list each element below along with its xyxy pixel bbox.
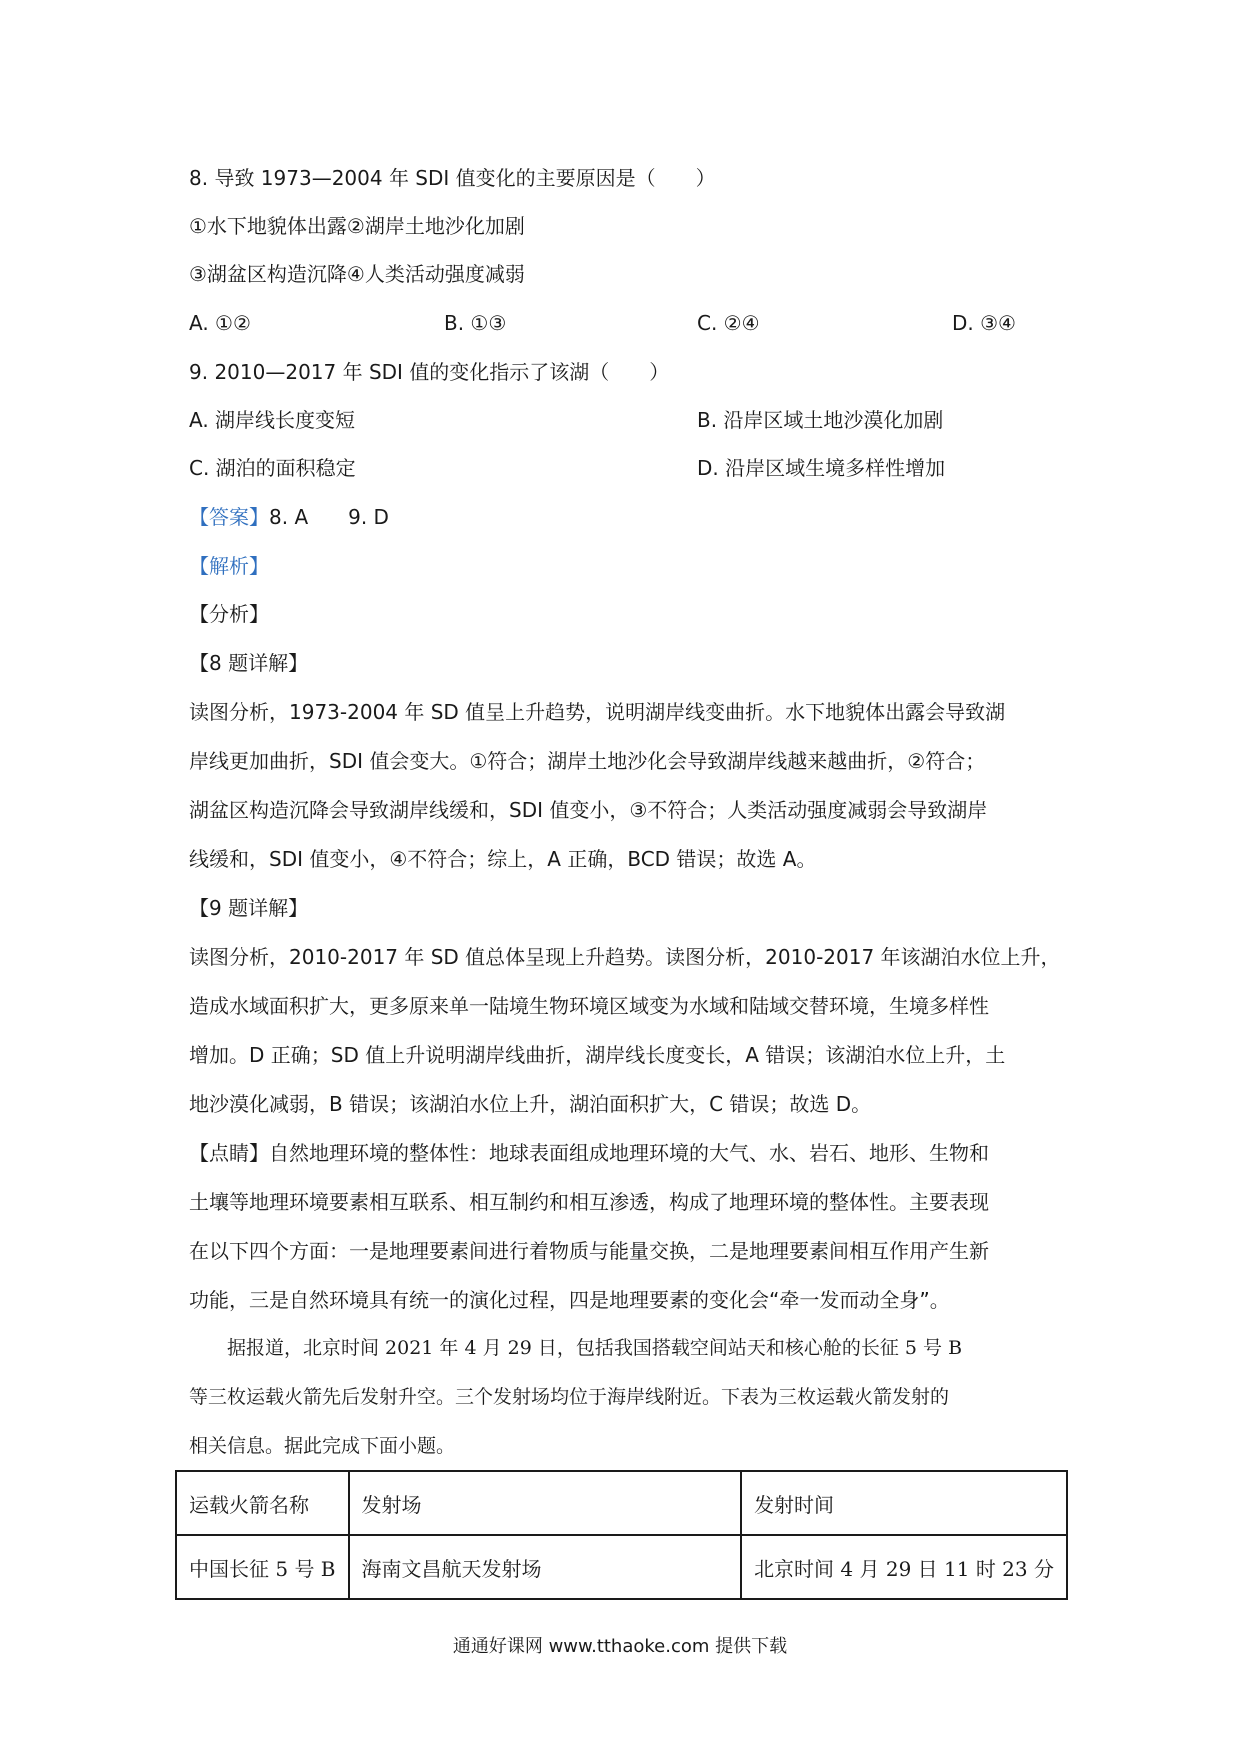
question-9-option-a: A. 湖岸线长度变短 (189, 408, 356, 432)
page-footer: 通通好课网 www.tthaoke.com 提供下载 (452, 1636, 788, 1657)
table-header-cell: 运载火箭名称 (176, 1471, 349, 1535)
dianjing-line-1: 【点睛】自然地理环境的整体性：地球表面组成地理环境的大气、水、岩石、地形、生物和 (189, 1141, 989, 1165)
detail-8-line-1: 读图分析，1973-2004 年 SD 值呈上升趋势，说明湖岸线变曲折。水下地貌体出露会导致湖 (189, 700, 1006, 724)
detail-8-line-4: 线缓和，SDI 值变小，④不符合；综上，A 正确，BCD 错误；故选 A。 (189, 847, 817, 871)
detail-8-line-3: 湖盆区构造沉降会导致湖岸线缓和，SDI 值变小，③不符合；人类活动强度减弱会导致湖岸 (189, 798, 988, 822)
material-line-1: 据报道，北京时间 2021 年 4 月 29 日，包括我国搭载空间站天和核心舱的长征 5 号 B (189, 1337, 963, 1359)
question-9-option-d: D. 沿岸区域生境多样性增加 (697, 456, 946, 480)
question-8-option-b: B. ①③ (444, 311, 507, 335)
detail-8-paragraph (189, 700, 1059, 896)
question-8-option-c: C. ②④ (697, 311, 760, 335)
dianjing-paragraph (189, 1141, 1059, 1337)
table-header-cell: 发射场 (349, 1471, 742, 1535)
detail-9-line-2: 造成水域面积扩大，更多原来单一陆境生物环境区域变为水域和陆域交替环境，生境多样性 (189, 994, 989, 1018)
question-8-option-a: A. ①② (189, 311, 251, 335)
rocket-launch-table (175, 1470, 1068, 1600)
table-row (176, 1535, 1067, 1599)
table-cell: 中国长征 5 号 B (176, 1535, 349, 1599)
question-8-stem: 8. 导致 1973—2004 年 SDI 值变化的主要原因是（ ） (189, 166, 716, 190)
question-8-items-line-2: ③湖盆区构造沉降④人类活动强度减弱 (189, 262, 525, 286)
detail-9-paragraph (189, 945, 1059, 1141)
question-9-option-b: B. 沿岸区域土地沙漠化加剧 (697, 408, 944, 432)
detail-9-line-4: 地沙漠化减弱，B 错误；该湖泊水位上升，湖泊面积扩大，C 错误；故选 D。 (189, 1092, 872, 1116)
question-9-option-c: C. 湖泊的面积稳定 (189, 456, 356, 480)
material-line-2: 等三枚运载火箭先后发射升空。三个发射场均位于海岸线附近。下表为三枚运载火箭发射的 (189, 1386, 950, 1408)
material-paragraph (189, 1336, 1059, 1483)
detail-8-line-2: 岸线更加曲折，SDI 值会变大。①符合；湖岸土地沙化会导致湖岸线越来越曲折，②符合； (189, 749, 986, 773)
analysis-tag: 【解析】 (189, 554, 269, 578)
dianjing-line-3: 在以下四个方面：一是地理要素间进行着物质与能量交换，二是地理要素间相互作用产生新 (189, 1239, 989, 1263)
table-header-row (176, 1471, 1067, 1535)
table-cell: 海南文昌航天发射场 (349, 1535, 742, 1599)
fenxi-tag: 【分析】 (189, 602, 269, 626)
question-9-stem: 9. 2010—2017 年 SDI 值的变化指示了该湖（ ） (189, 360, 670, 384)
dianjing-tag: 【点睛】 (189, 1141, 269, 1165)
answer-tag: 【答案】 (189, 505, 269, 529)
table-header-cell: 发射时间 (741, 1471, 1067, 1535)
question-8-items-line-1: ①水下地貌体出露②湖岸土地沙化加剧 (189, 214, 525, 238)
detail-9-line-1: 读图分析，2010-2017 年 SD 值总体呈现上升趋势。读图分析，2010-2017 年该湖泊水位上升， (189, 945, 1061, 969)
dianjing-line-4: 功能，三是自然环境具有统一的演化过程，四是地理要素的变化会“牵一发而动全身”。 (189, 1288, 950, 1312)
question-8-option-d: D. ③④ (952, 311, 1016, 335)
detail-9-tag: 【9 题详解】 (189, 896, 309, 920)
answer-line (189, 505, 389, 529)
detail-9-line-3: 增加。D 正确；SD 值上升说明湖岸线曲折，湖岸线长度变长，A 错误；该湖泊水位上升，土 (189, 1043, 1006, 1067)
answer-text: 8. A 9. D (269, 505, 389, 529)
dianjing-line-2: 土壤等地理环境要素相互联系、相互制约和相互渗透，构成了地理环境的整体性。主要表现 (189, 1190, 989, 1214)
table-cell: 北京时间 4 月 29 日 11 时 23 分 (741, 1535, 1067, 1599)
detail-8-tag: 【8 题详解】 (189, 651, 309, 675)
material-line-3: 相关信息。据此完成下面小题。 (189, 1435, 456, 1457)
